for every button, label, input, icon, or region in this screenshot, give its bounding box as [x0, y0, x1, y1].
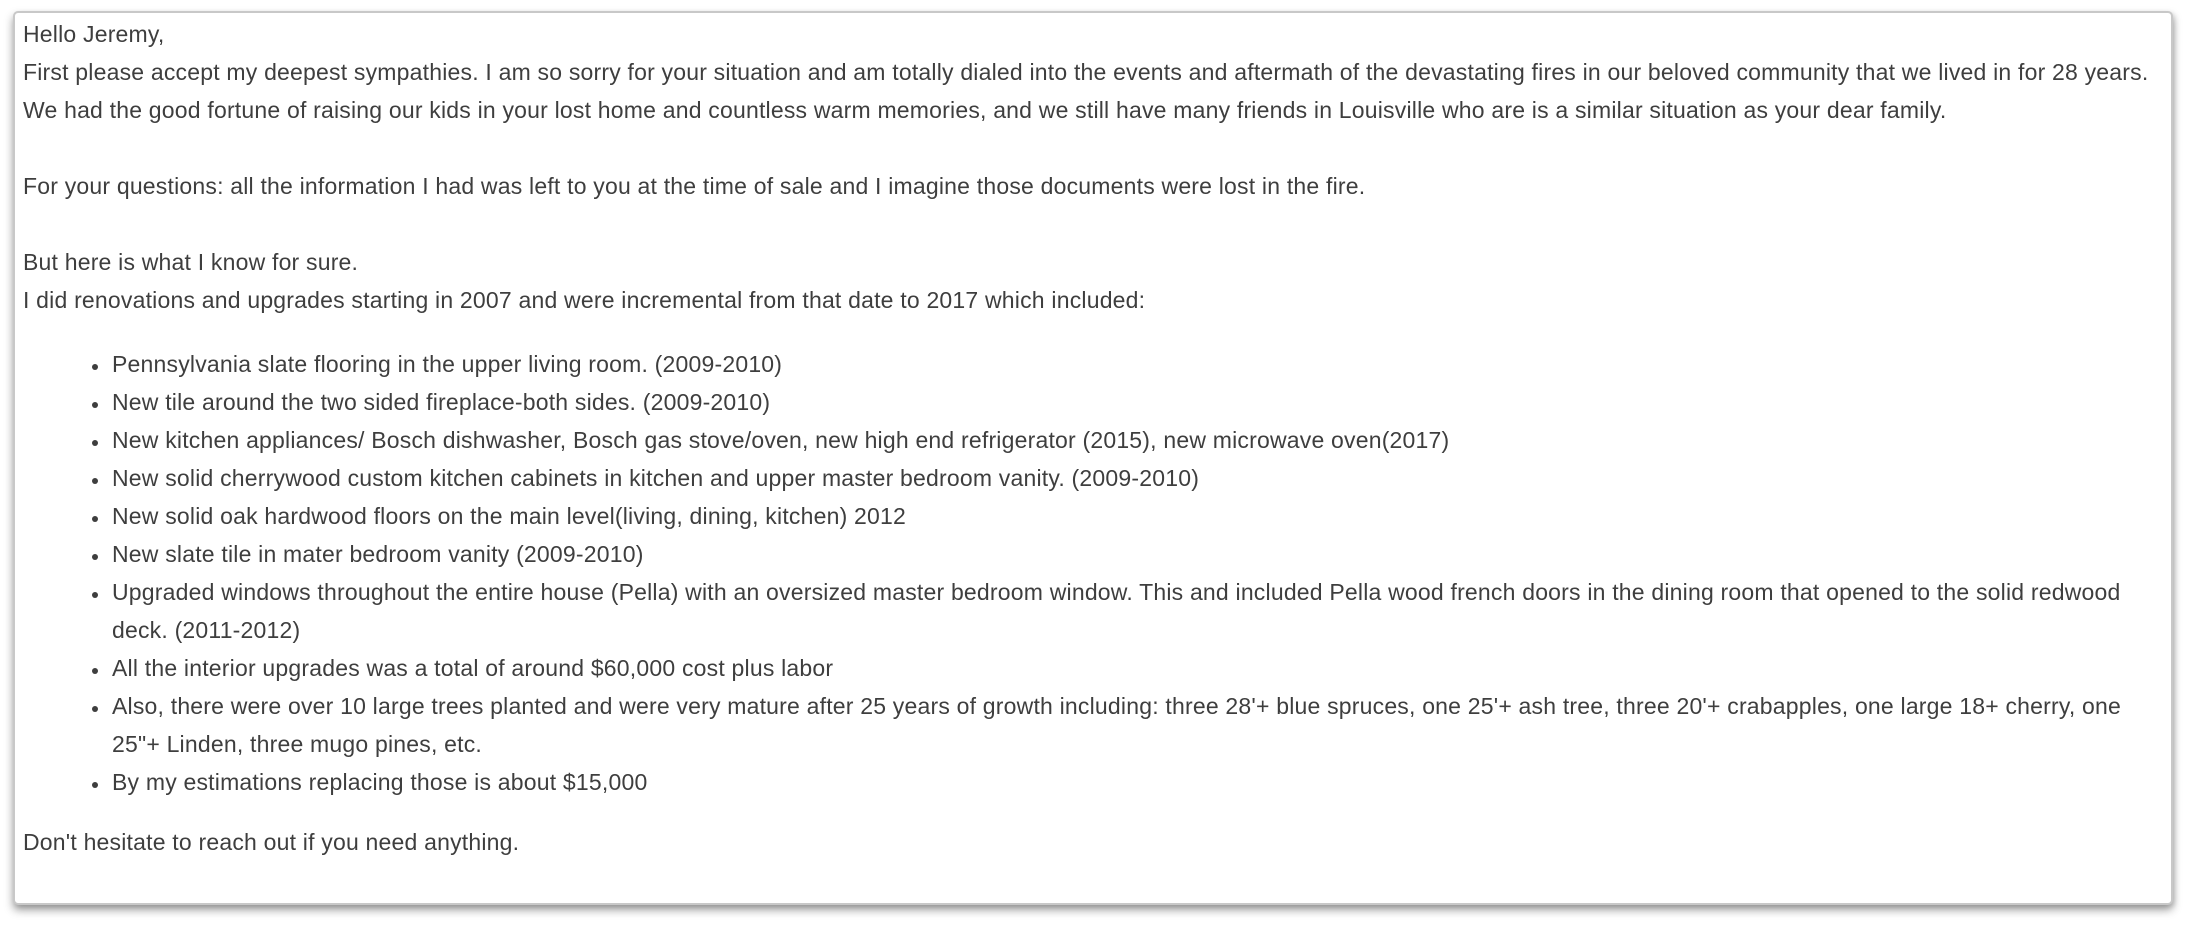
closing-line: Don't hesitate to reach out if you need anything.: [23, 829, 520, 855]
upgrade-list-item-slate-flooring: • Pennsylvania slate flooring in the upper living room. (2009-2010): [110, 345, 2161, 383]
upgrade-list-item-trees: • Also, there were over 10 large trees planted and were very mature after 25 years of growth including: three 28'+ blue spruces, one 25'+ ash tree, three 20'+ crabapples, one large 18+ cherry, one 25"+ Linden, three mugo pines, etc.: [110, 687, 2161, 763]
memories-paragraph: We had the good fortune of raising our kids in your lost home and countless warm memories, and we still have many friends in Louisville who are is a similar situation as your dear family.: [23, 97, 1947, 123]
upgrades-list: [23, 345, 2161, 801]
upgrade-list-item-kitchen-appliances: • New kitchen appliances/ Bosch dishwasher, Bosch gas stove/oven, new high end refrigerator (2015), new microwave oven(2017): [110, 421, 2161, 459]
know-for-sure-line: But here is what I know for sure.: [23, 249, 359, 275]
upgrade-list-item-interior-cost: • All the interior upgrades was a total of around $60,000 cost plus labor: [110, 649, 2161, 687]
blank-line: [23, 205, 2161, 243]
upgrade-list-item-tree-replacement-cost: • By my estimations replacing those is about $15,000: [110, 763, 2161, 801]
questions-paragraph: For your questions: all the information I had was left to you at the time of sale and I imagine those documents were lost in the fire.: [23, 173, 1366, 199]
email-message-card: [13, 11, 2173, 905]
greeting-line: Hello Jeremy,: [23, 21, 165, 47]
upgrade-list-item-fireplace-tile: • New tile around the two sided fireplace-both sides. (2009-2010): [110, 383, 2161, 421]
upgrade-list-item-windows: • Upgraded windows throughout the entire house (Pella) with an oversized master bedroom window. This and included Pella wood french doors in the dining room that opened to the solid redwood deck. (2011-2012): [110, 573, 2161, 649]
upgrade-list-item-bedroom-slate-tile: • New slate tile in mater bedroom vanity (2009-2010): [110, 535, 2161, 573]
renovations-intro-line: I did renovations and upgrades starting in 2007 and were incremental from that date to 2017 which included:: [23, 287, 1146, 313]
sympathy-paragraph: First please accept my deepest sympathies. I am so sorry for your situation and am totally dialed into the events and aftermath of the devastating fires in our beloved community that we lived in for 28 years.: [23, 59, 2149, 85]
upgrade-list-item-hardwood-floors: • New solid oak hardwood floors on the main level(living, dining, kitchen) 2012: [110, 497, 2161, 535]
upgrade-list-item-kitchen-cabinets: • New solid cherrywood custom kitchen cabinets in kitchen and upper master bedroom vanity. (2009-2010): [110, 459, 2161, 497]
blank-line: [23, 129, 2161, 167]
